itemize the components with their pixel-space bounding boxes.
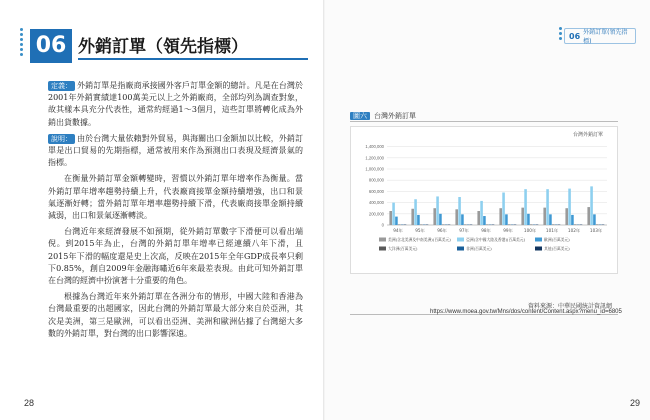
bar-3 bbox=[571, 215, 574, 225]
x-tick-label: 100年 bbox=[523, 228, 537, 233]
x-tick-label: 94年 bbox=[393, 228, 403, 233]
bar-1 bbox=[455, 209, 458, 225]
y-tick-label: 400,000 bbox=[368, 200, 384, 206]
bar-3 bbox=[417, 215, 420, 225]
bar-2 bbox=[524, 189, 527, 225]
y-tick-label: 1,000,000 bbox=[365, 166, 384, 172]
y-tick-label: 600,000 bbox=[368, 188, 384, 194]
x-tick-label: 102年 bbox=[567, 228, 581, 233]
bar-1 bbox=[565, 208, 568, 225]
y-tick-label: 0 bbox=[381, 222, 384, 228]
figure-title: 台灣外銷訂單 bbox=[374, 112, 416, 120]
bar-2 bbox=[502, 193, 505, 225]
x-tick-label: 103年 bbox=[589, 228, 603, 233]
bar-1 bbox=[499, 208, 502, 225]
bar-3 bbox=[527, 214, 530, 225]
y-tick-label: 1,400,000 bbox=[365, 144, 384, 150]
bar-2 bbox=[458, 197, 461, 225]
paragraph-3: 在衡量外銷訂單金額轉變時，習慣以外銷訂單年增率作為衡量。當外銷訂單年增率趨勢持續上升，代表廠商接單金額持續增強，出口和景氣逐漸好轉；當外銷訂單年增率趨勢持續下滑，代表廠商接單金額持續減弱，出口和景氣逐漸轉淡。 bbox=[48, 174, 303, 221]
running-header-dots bbox=[559, 27, 562, 42]
explain-tag: 說明： bbox=[48, 134, 75, 144]
figure-label: 圖六 bbox=[350, 112, 370, 120]
y-tick-label: 200,000 bbox=[368, 211, 384, 217]
chapter-dots bbox=[20, 28, 23, 58]
figure-top-rule bbox=[350, 121, 618, 122]
bar-1 bbox=[477, 211, 480, 225]
bar-1 bbox=[543, 208, 546, 225]
x-tick-label: 96年 bbox=[437, 228, 447, 233]
source-url[interactable]: https://www.moea.gov.tw/Mns/dos/content/Content.aspx?menu_id=6805 bbox=[430, 309, 622, 315]
bar-1 bbox=[389, 211, 392, 225]
x-tick-label: 97年 bbox=[459, 228, 469, 233]
bar-1 bbox=[521, 208, 524, 225]
legend-swatch bbox=[379, 238, 386, 242]
bar-3 bbox=[505, 214, 508, 225]
bar-3 bbox=[461, 214, 464, 225]
legend-label: 非洲(百萬美元) bbox=[466, 246, 492, 251]
chart-frame bbox=[350, 126, 618, 274]
bar-2 bbox=[590, 186, 593, 225]
legend-swatch bbox=[535, 238, 542, 242]
legend-swatch bbox=[379, 247, 386, 251]
bar-3 bbox=[483, 216, 486, 225]
chapter-number: 06 bbox=[30, 29, 72, 63]
running-header-text: 外銷訂單(領先指標) bbox=[583, 29, 628, 45]
paragraph-4: 台灣近年來經濟發展不如預期，從外銷訂單數字下滑便可以看出端倪。到2015年為止，台灣的外銷訂單年增率已經連續八年下滑，且2015年下滑的幅度還是史上次高，反映在2015年全年GDP成長率只剩下0.85%，創自2009年金融海嘯近6年來最差表現。由此可知外銷訂單在台灣的經濟中扮演著十分重要的角色。 bbox=[48, 227, 303, 286]
legend-label: 美洲(含北美洲及中南美洲)(百萬美元) bbox=[388, 237, 451, 242]
page-number-right: 29 bbox=[629, 398, 640, 408]
bar-3 bbox=[395, 217, 398, 225]
body-text bbox=[48, 80, 303, 344]
x-tick-label: 98年 bbox=[481, 228, 491, 233]
legend-label: 大洋洲(百萬美元) bbox=[388, 246, 418, 251]
bar-2 bbox=[568, 189, 571, 225]
chapter-rule bbox=[78, 58, 308, 60]
bar-2 bbox=[392, 203, 395, 225]
explain-paragraph bbox=[48, 133, 303, 170]
bar-2 bbox=[546, 189, 549, 225]
bar-2 bbox=[414, 199, 417, 225]
bar-2 bbox=[436, 196, 439, 225]
running-header-number: 06 bbox=[569, 31, 581, 41]
chapter-title: 外銷訂單（領先指標） bbox=[78, 37, 248, 57]
definition-tag: 定義： bbox=[48, 81, 75, 91]
legend-label: 其他(百萬美元) bbox=[544, 246, 570, 251]
chart-title: 台灣外銷訂單 bbox=[572, 132, 603, 138]
bar-1 bbox=[411, 209, 414, 225]
bar-3 bbox=[549, 214, 552, 225]
figure-caption bbox=[350, 111, 416, 121]
y-tick-label: 1,200,000 bbox=[365, 155, 384, 161]
bar-chart bbox=[351, 127, 617, 273]
legend-label: 亞洲(含中國大陸及香港)(百萬美元) bbox=[466, 237, 526, 242]
y-tick-label: 800,000 bbox=[368, 177, 384, 183]
explain-text: 由於台灣大量依賴對外貿易，與海關出口金額加以比較，外銷訂單是出口貿易的先期指標，通常被用來作為預測出口表現及經濟景氣的指標。 bbox=[48, 133, 303, 168]
legend-swatch bbox=[535, 247, 542, 251]
legend-swatch bbox=[457, 247, 464, 251]
bar-1 bbox=[433, 208, 436, 225]
bar-3 bbox=[593, 214, 596, 225]
definition-paragraph bbox=[48, 80, 303, 129]
legend-swatch bbox=[457, 238, 464, 242]
definition-text: 外銷訂單是指廠商承接國外客戶訂單金額的總計。凡是在台灣於2001年外銷實績達100萬美元以上之外銷廠商，全部均列為調查對象，故其樣本具充分代表性，通常約經過1～3個月，這些訂單將轉化成為外銷出貨數據。 bbox=[48, 81, 303, 127]
bar-2 bbox=[480, 201, 483, 225]
x-tick-label: 101年 bbox=[545, 228, 559, 233]
bar-1 bbox=[587, 207, 590, 225]
x-tick-label: 95年 bbox=[415, 228, 425, 233]
paragraph-5: 根據為台灣近年來外銷訂單在各洲分布的情形，中國大陸和香港為台灣最重要的出超國家，因此台灣的外銷訂單最大部分來自於亞洲，其次是美洲，第三是歐洲，可以看出亞洲、美洲和歐洲佔據了台灣絕大多數的外銷訂單，對台灣的出口影響深遠。 bbox=[48, 292, 303, 338]
x-tick-label: 99年 bbox=[503, 228, 513, 233]
legend-label: 歐洲(百萬美元) bbox=[544, 237, 570, 242]
bar-3 bbox=[439, 214, 442, 225]
running-header bbox=[564, 28, 636, 44]
page-number-left: 28 bbox=[24, 398, 35, 408]
source-note: 資料來源：中華民國統計資訊網 bbox=[527, 304, 612, 310]
